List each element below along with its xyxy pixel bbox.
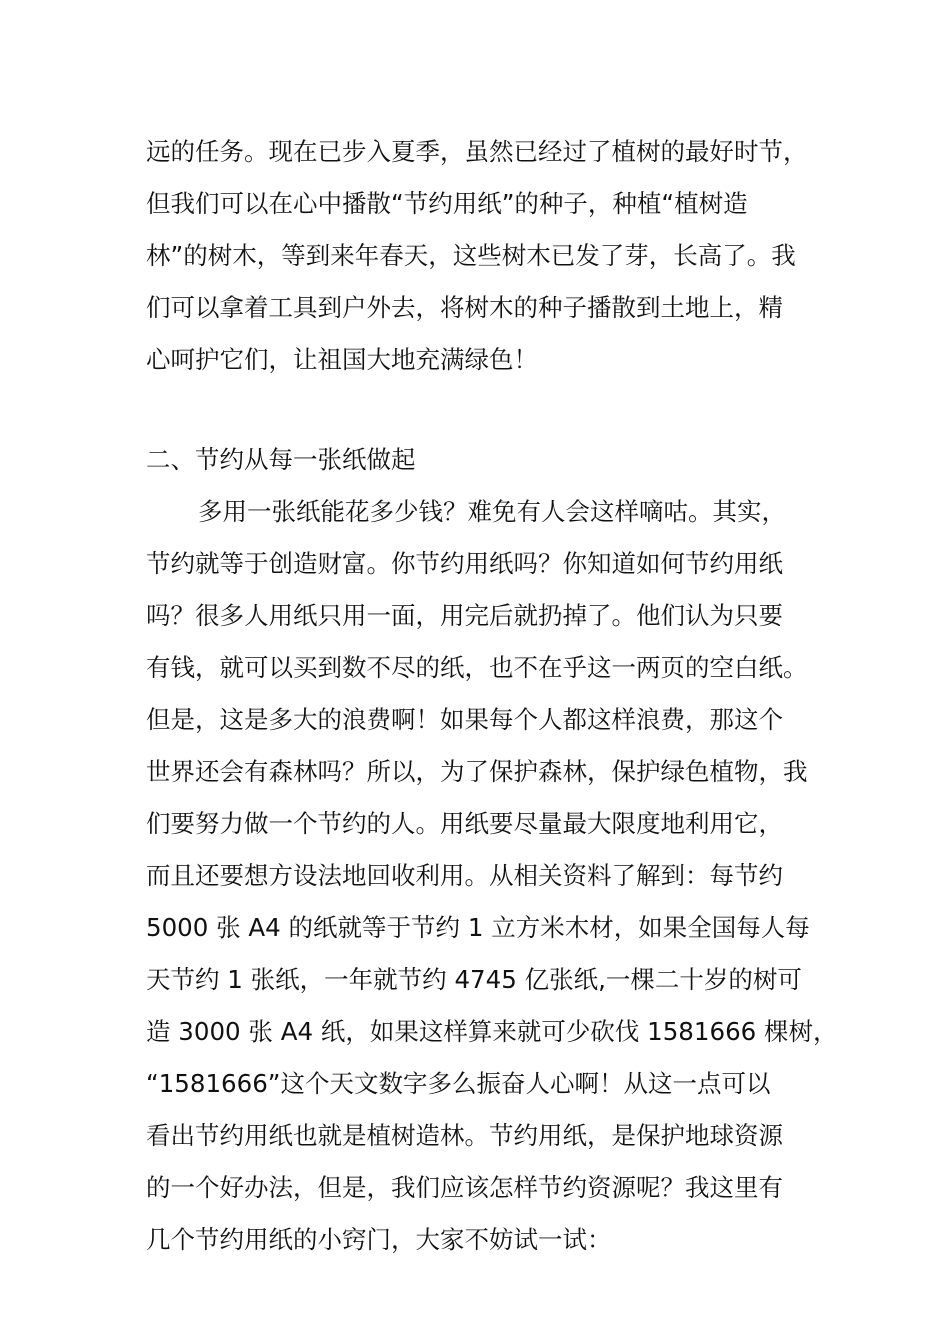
paragraph-line: 造 3000 张 A4 纸，如果这样算来就可少砍伐 1581666 棵树，: [146, 1017, 838, 1046]
paragraph-line: 但我们可以在心中播散“节约用纸”的种子，种植“植树造: [146, 189, 748, 218]
paragraph-line: 天节约 1 张纸，一年就节约 4745 亿张纸,一棵二十岁的树可: [146, 965, 802, 994]
paragraph-line: 林”的树木，等到来年春天，这些树木已发了芽，长高了。我: [146, 241, 796, 270]
paragraph-line: 有钱，就可以买到数不尽的纸，也不在乎这一两页的空白纸。: [146, 653, 808, 682]
paragraph-line: 而且还要想方设法地回收利用。从相关资料了解到：每节约: [146, 861, 783, 890]
paragraph-line: “1581666”这个天文数字多么振奋人心啊！从这一点可以: [146, 1069, 771, 1098]
document-body: [146, 126, 838, 1266]
paragraph-line: 5000 张 A4 的纸就等于节约 1 立方米木材，如果全国每人每: [146, 913, 810, 942]
paragraph-line: 看出节约用纸也就是植树造林。节约用纸，是保护地球资源: [146, 1121, 783, 1150]
paragraph-line: 节约就等于创造财富。你节约用纸吗？你知道如何节约用纸: [146, 549, 783, 578]
paragraph-line: 们可以拿着工具到户外去，将树木的种子播散到土地上，精: [146, 293, 783, 322]
paragraph-1: [146, 126, 811, 386]
paragraph-line: 远的任务。现在已步入夏季，虽然已经过了植树的最好时节，: [146, 137, 808, 166]
paragraph-line: 几个节约用纸的小窍门，大家不妨试一试：: [146, 1225, 612, 1254]
paragraph-line: 但是，这是多大的浪费啊！如果每个人都这样浪费，那这个: [146, 705, 783, 734]
paragraph-spacer: [146, 386, 811, 434]
paragraph-line-first: 多用一张纸能花多少钱？难免有人会这样嘀咕。其实，: [198, 497, 786, 526]
section-heading: 二、节约从每一张纸做起: [146, 445, 416, 474]
paragraph-line: 世界还会有森林吗？所以，为了保护森林，保护绿色植物，我: [146, 757, 808, 786]
paragraph-line: 们要努力做一个节约的人。用纸要尽量最大限度地利用它，: [146, 809, 783, 838]
paragraph-line: 的一个好办法，但是，我们应该怎样节约资源呢？我这里有: [146, 1173, 783, 1202]
paragraph-line: 心呵护它们，让祖国大地充满绿色！: [146, 345, 538, 374]
paragraph-2: [146, 486, 838, 1266]
paragraph-line: 吗？很多人用纸只用一面，用完后就扔掉了。他们认为只要: [146, 601, 783, 630]
